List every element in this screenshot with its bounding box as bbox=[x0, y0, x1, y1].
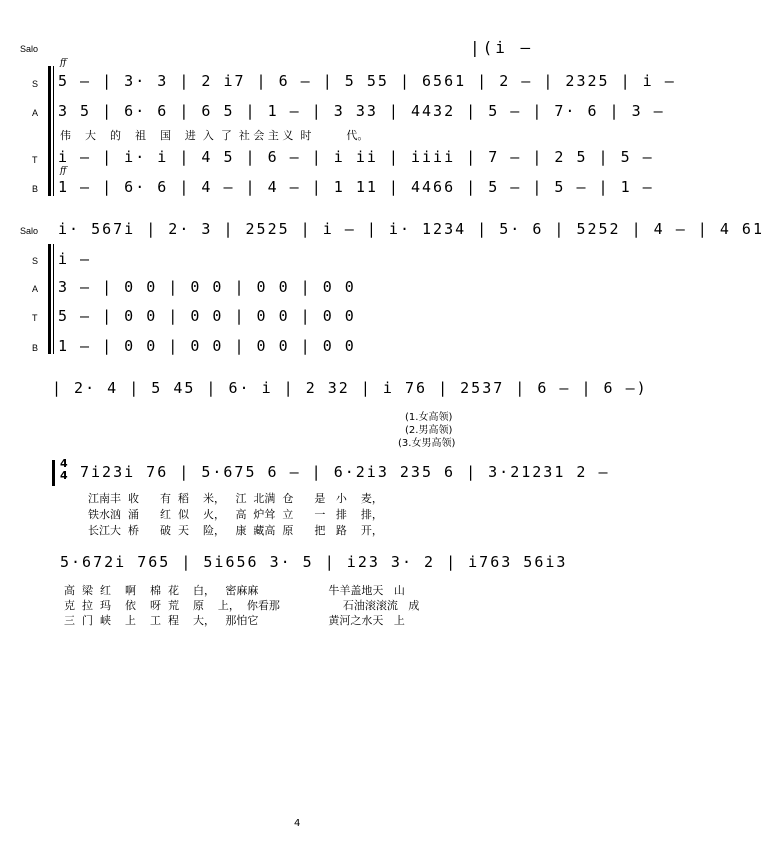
lyric-5-verse-2: 克 拉 玛 依 呀 荒 原 上， 你看那 石油滚滚流 成 bbox=[64, 599, 420, 612]
melody-line-5: 5·672i 765 | 5i656 3· 5 | i23 3· 2 | i763 56i3 bbox=[60, 553, 568, 571]
repeat-start-bar bbox=[52, 460, 55, 486]
system-bracket-1 bbox=[48, 66, 51, 196]
time-signature bbox=[60, 458, 68, 482]
tenor-line-2: 5 — | 0 0 | 0 0 | 0 0 | 0 0 bbox=[58, 307, 356, 325]
solo-line-2: i· 567i | 2· 3 | 2525 | i — | i· 1234 | 5· 6 | 5252 | 4 — | 4 61 bbox=[58, 220, 764, 238]
page-number: 4 bbox=[294, 818, 301, 829]
lyric-4-verse-2: 铁水汹 涌 红 似 火， 高 炉耸 立 一 排 排， bbox=[88, 508, 383, 521]
system-bracket-line-2 bbox=[53, 244, 54, 354]
lyric-5-verse-1: 高 梁 红 啊 棉 花 白， 密麻麻 牛羊盖地天 山 bbox=[64, 584, 405, 597]
melody-line-3: | 2· 4 | 5 45 | 6· i | 2 32 | i 76 | 2537 | 6 — | 6 —) bbox=[52, 379, 648, 397]
leader-note-1: (1.女高领) bbox=[405, 412, 453, 423]
bass-label-1: B bbox=[32, 184, 39, 194]
bass-line-2: 1 — | 0 0 | 0 0 | 0 0 | 0 0 bbox=[58, 337, 356, 355]
solo-line-1: |(i̇ — bbox=[470, 38, 534, 57]
lyric-5-verse-3: 三 门 峡 上 工 程 大， 那怕它 黄河之水天 上 bbox=[64, 614, 405, 627]
tenor-label-1: T bbox=[32, 155, 38, 165]
dynamic-ff-bass: ff bbox=[60, 166, 67, 176]
system-bracket-2 bbox=[48, 244, 51, 354]
tenor-line-1: i — | i· i | 4 5 | 6 — | i ii | iiii | 7 — | 2 5 | 5 — bbox=[58, 148, 654, 166]
melody-line-4: 7i23i 76 | 5·675 6 — | 6·2i3 235 6 | 3·21231 2 — bbox=[80, 463, 610, 481]
solo-label-1: Salo bbox=[20, 44, 39, 54]
alto-line-1: 3 5 | 6· 6 | 6 5 | 1 — | 3 33 | 4432 | 5 — | 7· 6 | 3 — bbox=[58, 102, 665, 120]
time-signature-top: 4 bbox=[60, 457, 68, 470]
bass-line-1: 1 — | 6· 6 | 4 — | 4 — | 1 11 | 4466 | 5 — | 5 — | 1 — bbox=[58, 178, 654, 196]
soprano-line-2: i — bbox=[58, 250, 92, 268]
alto-label-1: A bbox=[32, 108, 39, 118]
dynamic-ff-soprano: ff bbox=[60, 58, 67, 68]
bass-label-2: B bbox=[32, 343, 39, 353]
tenor-label-2: T bbox=[32, 313, 38, 323]
system-bracket-line-1 bbox=[53, 66, 54, 196]
time-signature-bottom: 4 bbox=[60, 469, 68, 482]
soprano-label-1: S bbox=[32, 79, 39, 89]
alto-label-2: A bbox=[32, 284, 39, 294]
lyric-line-1: 伟 大 的 祖 国 进 入 了 社 会 主 义 时 代。 bbox=[60, 129, 369, 142]
alto-line-2: 3 — | 0 0 | 0 0 | 0 0 | 0 0 bbox=[58, 278, 356, 296]
soprano-label-2: S bbox=[32, 256, 39, 266]
soprano-line-1: 5 — | 3· 3 | 2 i7 | 6 — | 5 55 | 6561 | 2 — | 2325 | i — bbox=[58, 72, 676, 90]
lyric-4-verse-3: 长江大 桥 破 天 险， 康 藏高 原 把 路 开， bbox=[88, 524, 383, 537]
leader-note-2: (2.男高领) bbox=[405, 425, 453, 436]
lyric-4-verse-1: 江南丰 收 有 稻 米， 江 北满 仓 是 小 麦， bbox=[88, 492, 383, 505]
leader-note-3: (3.女男高领) bbox=[398, 438, 456, 449]
solo-label-2: Salo bbox=[20, 226, 39, 236]
